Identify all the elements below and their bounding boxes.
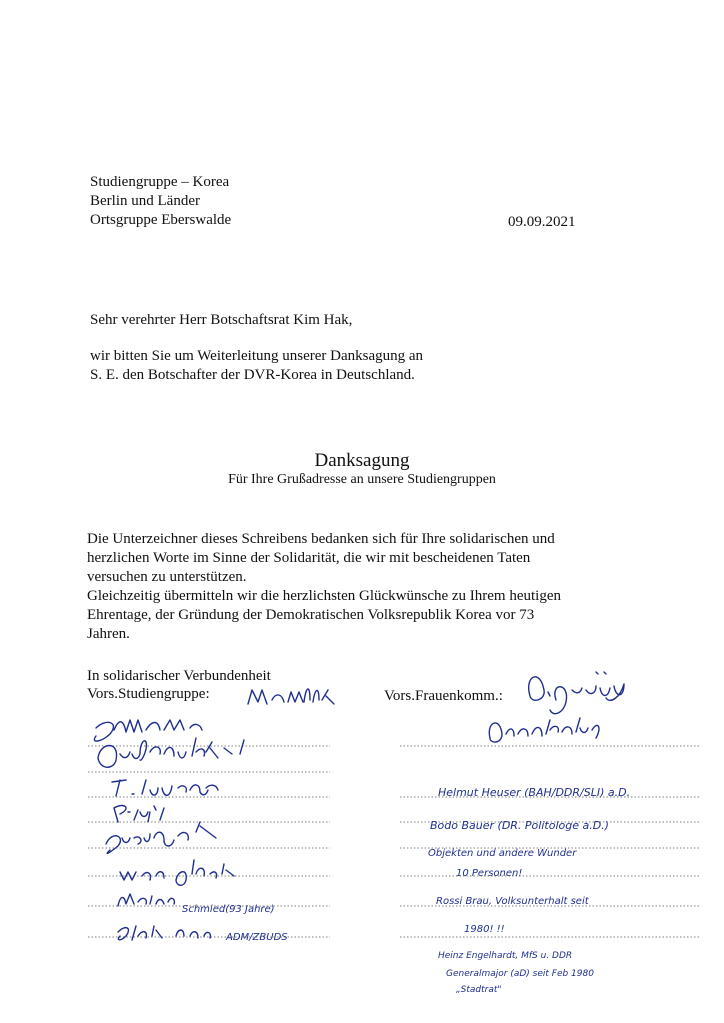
body-line-5: Ehrentage, der Gründung der Demokratischen Volksrepublik Korea vor 73 [87,607,535,623]
letter-date: 09.09.2021 [508,214,576,230]
body-line-4: Gleichzeitig übermitteln wir die herzlichsten Glückwünsche zu Ihrem heutigen [87,588,562,604]
svg-text:Rossi Brau, Volksunterhalt sei: Rossi Brau, Volksunterhalt seit [436,896,589,907]
frauenkomm-label: Vors.Frauenkomm.: [384,688,503,704]
closing: In solidarischer Verbundenheit [87,668,271,684]
svg-text:„Stadtrat": „Stadtrat" [456,985,502,995]
heading: Danksagung [314,450,410,471]
intro-line-1: wir bitten Sie um Weiterleitung unserer Danksagung an [90,348,424,364]
svg-text:ADM/ZBUDS: ADM/ZBUDS [226,932,288,943]
salutation: Sehr verehrter Herr Botschaftsrat Kim Hak, [90,312,353,328]
svg-text:Heinz Engelhardt, MfS u. DDR: Heinz Engelhardt, MfS u. DDR [438,951,573,961]
intro-line-2: S. E. den Botschafter der DVR-Korea in Deutschland. [90,367,415,383]
svg-text:1980! !!: 1980! !! [464,924,505,935]
subheading: Für Ihre Grußadresse an unsere Studiengruppen [228,472,496,487]
svg-text:Generalmajor (aD) seit Feb 198: Generalmajor (aD) seit Feb 1980 [446,969,594,979]
svg-text:Bodo Bauer (DR. Politologe a.D: Bodo Bauer (DR. Politologe a.D.) [430,819,609,832]
studiengruppe-label: Vors.Studiengruppe: [87,686,210,702]
sender-line-2: Berlin und Länder [90,193,200,209]
sender-line-3: Ortsgruppe Eberswalde [90,212,232,228]
svg-text:Objekten und andere Wunder: Objekten und andere Wunder [428,848,577,859]
svg-text:10 Personen!: 10 Personen! [456,868,523,879]
sender-line-1: Studiengruppe – Korea [90,174,230,190]
svg-text:Schmied(93 Jahre): Schmied(93 Jahre) [182,904,275,915]
body-line-6: Jahren. [87,626,130,642]
body-line-3: versuchen zu unterstützen. [87,569,247,585]
body-line-2: herzlichen Worte im Sinne der Solidarität, die wir mit bescheidenen Taten [87,550,531,566]
svg-text:Helmut Heuser (BAH/DDR/SLI) a.: Helmut Heuser (BAH/DDR/SLI) a.D. [438,786,631,799]
body-line-1: Die Unterzeichner dieses Schreibens bedanken sich für Ihre solidarischen und [87,531,555,547]
